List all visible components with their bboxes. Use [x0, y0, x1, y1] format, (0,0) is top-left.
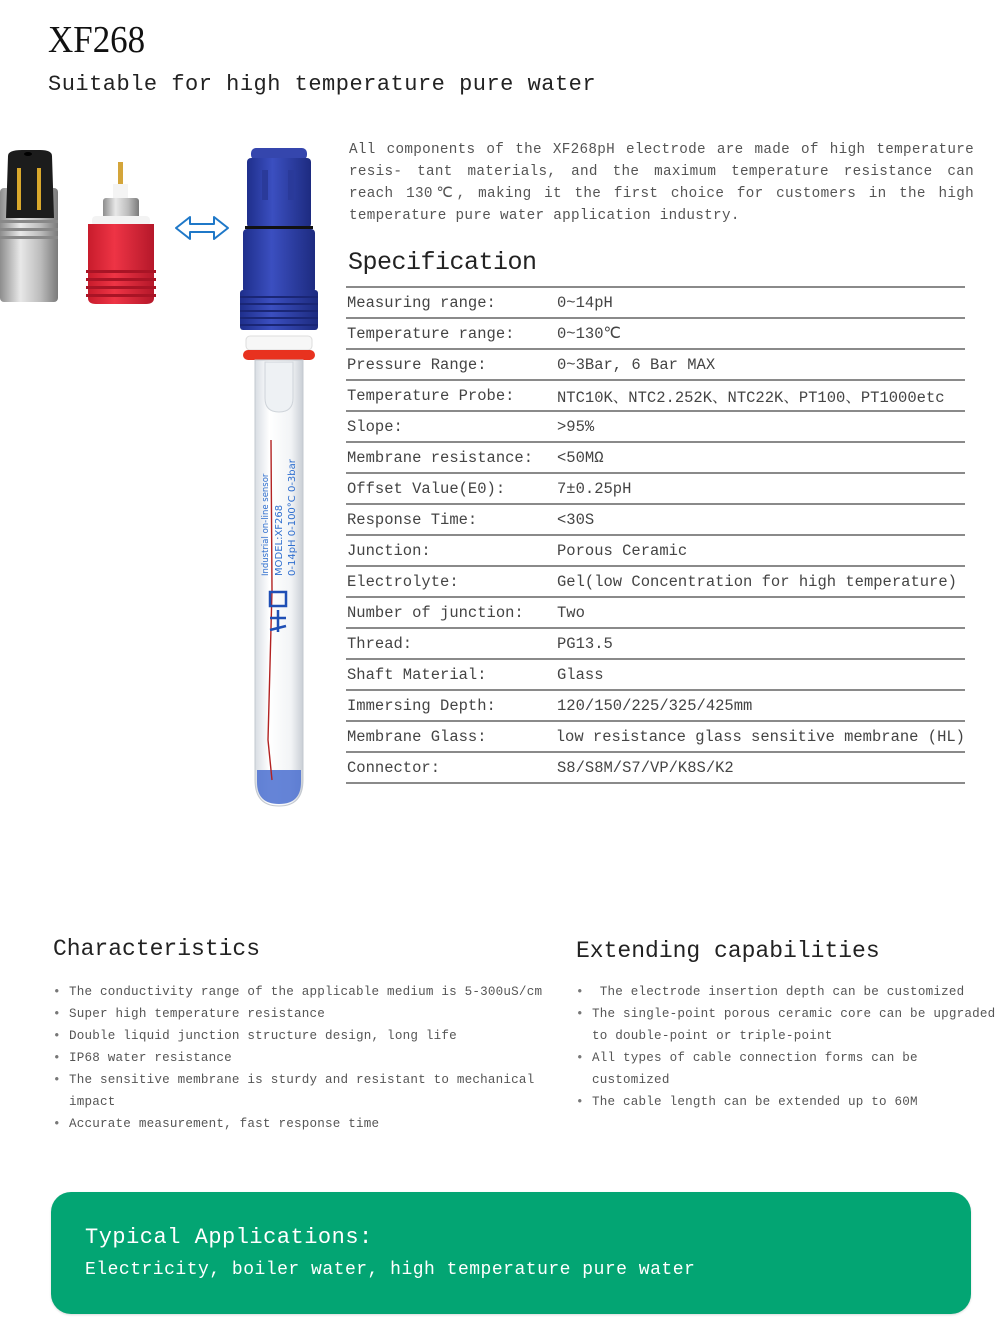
spec-row	[346, 720, 965, 751]
spec-label: Shaft Material:	[347, 665, 487, 684]
typical-applications-title: Typical Applications:	[85, 1225, 373, 1250]
spec-label: Measuring range:	[347, 293, 496, 312]
spec-row	[346, 379, 965, 410]
spec-label: Membrane Glass:	[347, 727, 487, 746]
intro-paragraph: All components of the XF268pH electrode are made of high temperature resis- tant materials, and the maximum temperature resistance can reach 130℃, making it the first choice for customers in the high temperature pure water application industry.	[349, 142, 974, 224]
specification-heading: Specification	[348, 248, 537, 277]
spec-row	[346, 534, 965, 565]
spec-row	[346, 627, 965, 658]
spec-value: Gel(low Concentration for high temperature)	[557, 572, 957, 591]
spec-label: Response Time:	[347, 510, 478, 529]
spec-label: Pressure Range:	[347, 355, 487, 374]
spec-label: Temperature range:	[347, 324, 515, 343]
double-arrow-icon	[176, 217, 228, 239]
spec-value: <30S	[557, 510, 595, 529]
spec-value: Porous Ceramic	[557, 541, 688, 560]
typical-applications-banner	[51, 1192, 971, 1314]
spec-value: 0~3Bar, 6 Bar MAX	[557, 355, 716, 374]
spec-label: Junction:	[347, 541, 431, 560]
spec-row	[346, 286, 965, 317]
list-item: • Accurate measurement, fast response time	[53, 1113, 573, 1135]
list-item: • The sensitive membrane is sturdy and resistant to mechanical impact	[53, 1069, 573, 1113]
ph-electrode-image	[240, 148, 318, 806]
list-item: • The electrode insertion depth can be customized	[576, 981, 1000, 1003]
specification-table	[346, 286, 965, 784]
spec-value: <50MΩ	[557, 448, 604, 467]
sensor-label-line-1: Industrial on-line sensor	[261, 473, 271, 576]
spec-value: 120/150/225/325/425mm	[557, 696, 753, 715]
spec-row	[346, 348, 965, 379]
spec-value: NTC10K、NTC2.252K、NTC22K、PT100、PT1000etc	[557, 388, 945, 407]
product-subtitle: Suitable for high temperature pure water	[48, 72, 597, 97]
spec-value: 0~14pH	[557, 293, 613, 312]
vp-connector-image	[86, 162, 156, 304]
spec-value: >95%	[557, 417, 595, 436]
spec-label: Slope:	[347, 417, 403, 436]
spec-row	[346, 565, 965, 596]
spec-row	[346, 503, 965, 534]
spec-label: Temperature Probe:	[347, 386, 515, 405]
list-item: • Double liquid junction structure design, long life	[53, 1025, 573, 1047]
list-item: • IP68 water resistance	[53, 1047, 573, 1069]
list-item: • All types of cable connection forms can be customized	[576, 1047, 1000, 1091]
spec-value: 7±0.25pH	[557, 479, 632, 498]
spec-row	[346, 410, 965, 441]
spec-row	[346, 441, 965, 472]
spec-row	[346, 317, 965, 348]
spec-value: S8/S8M/S7/VP/K8S/K2	[557, 758, 734, 777]
list-item: • The single-point porous ceramic core can be upgraded to double-point or triple-point	[576, 1003, 1000, 1047]
spec-label: Electrolyte:	[347, 572, 459, 591]
s8-connector-image	[0, 150, 58, 302]
extending-capabilities-list	[576, 981, 1000, 1113]
spec-label: Connector:	[347, 758, 441, 777]
list-item: • The cable length can be extended up to 60M	[576, 1091, 1000, 1113]
spec-label: Thread:	[347, 634, 413, 653]
spec-value: low resistance glass sensitive membrane (HL)	[555, 727, 965, 746]
characteristics-list	[53, 981, 573, 1135]
spec-value: PG13.5	[557, 634, 613, 653]
spec-label: Immersing Depth:	[347, 696, 496, 715]
spec-value: Glass	[557, 665, 604, 684]
product-illustration	[0, 140, 340, 810]
characteristics-heading: Characteristics	[53, 936, 261, 962]
spec-label: Offset Value(E0):	[347, 479, 506, 498]
list-item: • Super high temperature resistance	[53, 1003, 573, 1025]
extending-capabilities-heading: Extending capabilities	[576, 938, 880, 964]
sensor-label-line-2: MODEL:XF268	[274, 504, 285, 576]
spec-label: Membrane resistance:	[347, 448, 534, 467]
spec-row	[346, 689, 965, 720]
spec-row	[346, 596, 965, 627]
spec-row	[346, 751, 965, 784]
product-title: XF268	[48, 19, 146, 61]
sensor-label-line-3: 0-14pH 0-100°C 0-3bar	[287, 459, 298, 576]
spec-value: 0~130℃	[557, 325, 621, 343]
spec-value: Two	[557, 603, 585, 622]
spec-row	[346, 472, 965, 503]
typical-applications-text: Electricity, boiler water, high temperature pure water	[85, 1260, 696, 1280]
spec-row	[346, 658, 965, 689]
list-item: • The conductivity range of the applicable medium is 5-300uS/cm	[53, 981, 573, 1003]
spec-label: Number of junction:	[347, 603, 524, 622]
